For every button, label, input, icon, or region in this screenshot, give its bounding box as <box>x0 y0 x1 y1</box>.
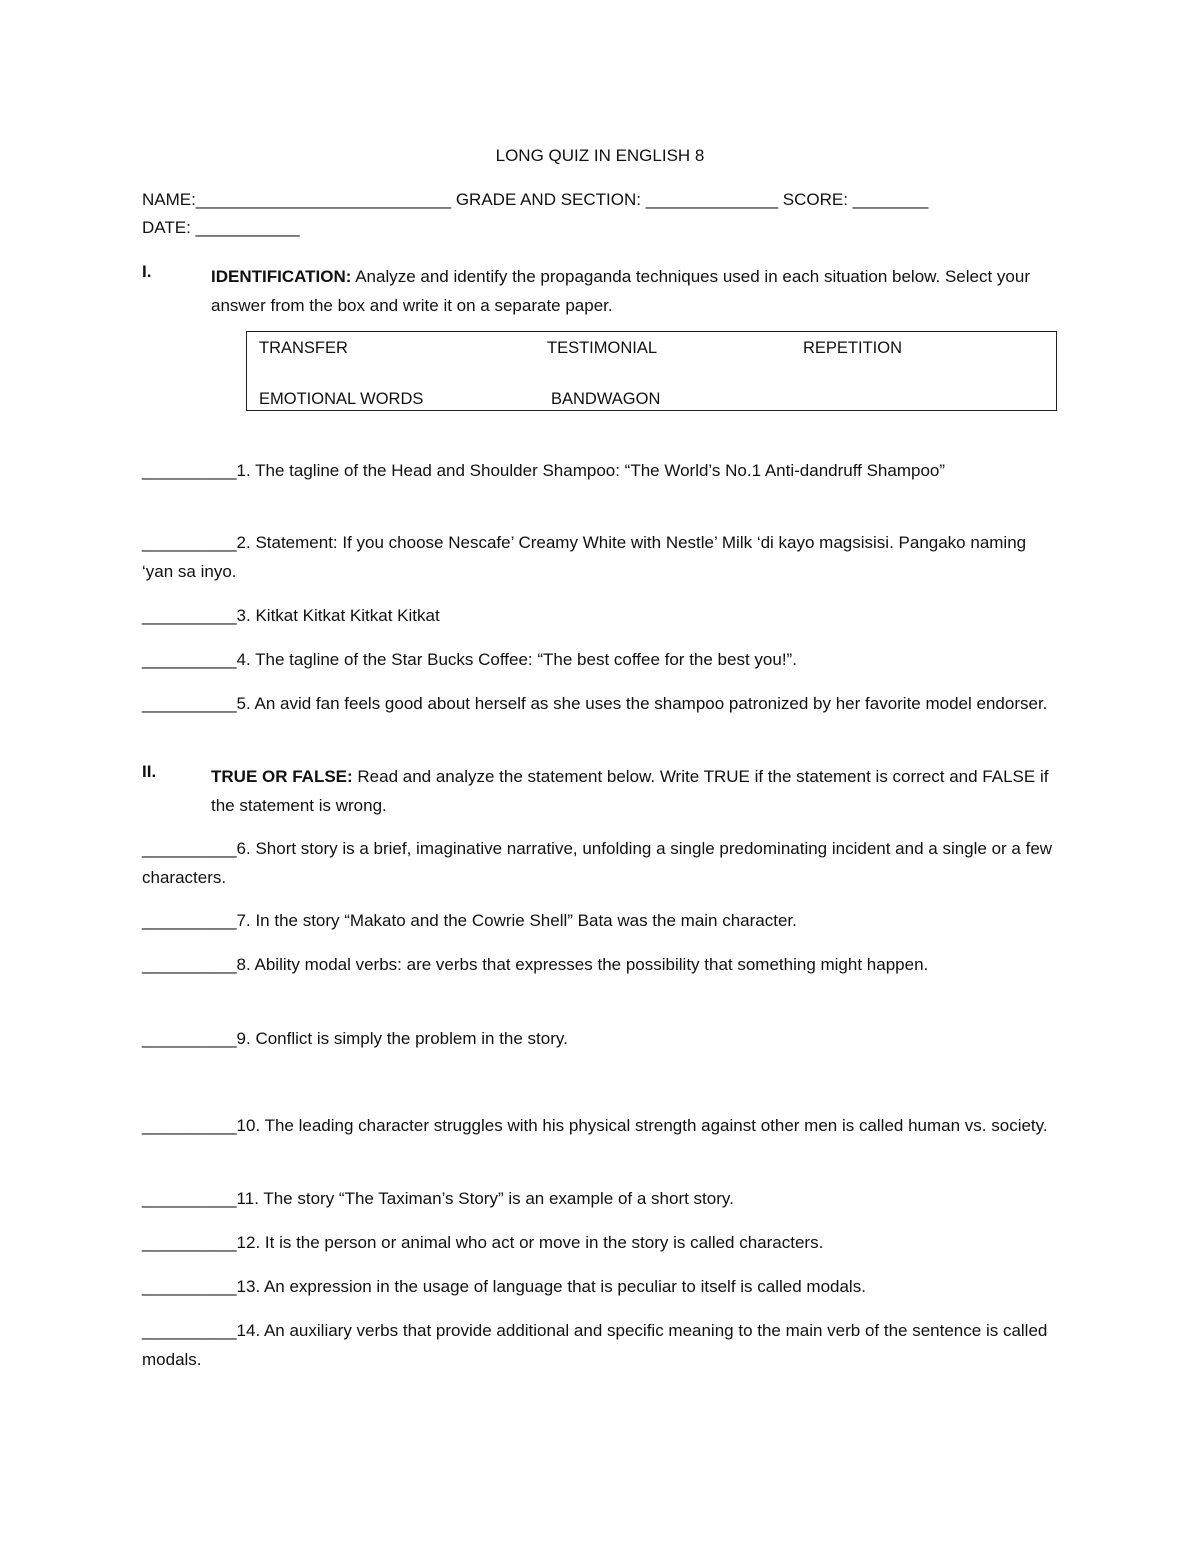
section-number: I. <box>142 262 152 281</box>
date-line: DATE: ___________ <box>142 218 300 237</box>
question-12: __________12. It is the person or animal who act or move in the story is called characters. <box>142 1233 824 1252</box>
question-10: __________10. The leading character struggles with his physical strength against other men is called human vs. society. <box>142 1116 1048 1135</box>
answer-choices-box <box>246 331 1057 411</box>
question-8: __________8. Ability modal verbs: are verbs that expresses the possibility that something might happen. <box>142 955 929 974</box>
page-title: LONG QUIZ IN ENGLISH 8 <box>495 146 705 165</box>
section-heading: IDENTIFICATION: <box>211 267 352 286</box>
choice-testimonial: TESTIMONIAL <box>547 339 658 357</box>
section-instructions <box>211 262 1071 320</box>
question-1: __________1. The tagline of the Head and Shoulder Shampoo: “The World’s No.1 Anti-dandruff Shampoo” <box>142 461 946 480</box>
section-instructions <box>211 762 1071 820</box>
section-heading: TRUE OR FALSE: <box>211 767 353 786</box>
question-3: __________3. Kitkat Kitkat Kitkat Kitkat <box>142 606 440 625</box>
question-7: __________7. In the story “Makato and the Cowrie Shell” Bata was the main character. <box>142 911 797 930</box>
question-14: __________14. An auxiliary verbs that provide additional and specific meaning to the main verb of the sentence is called modals. <box>142 1321 1048 1369</box>
choice-emotional-words: EMOTIONAL WORDS <box>259 390 424 408</box>
question-2: __________2. Statement: If you choose Nescafe’ Creamy White with Nestle’ Milk ‘di kayo magsisisi. Pangako naming ‘yan sa inyo. <box>142 533 1027 581</box>
section-instruction-text: Read and analyze the statement below. Write TRUE if the statement is correct and FALSE if the statement is wrong. <box>211 767 1049 815</box>
question-13: __________13. An expression in the usage of language that is peculiar to itself is called modals. <box>142 1277 866 1296</box>
choice-bandwagon: BANDWAGON <box>551 390 661 408</box>
question-9: __________9. Conflict is simply the problem in the story. <box>142 1029 568 1048</box>
question-11: __________11. The story “The Taximan’s Story” is an example of a short story. <box>142 1189 734 1208</box>
choice-repetition: REPETITION <box>803 339 903 357</box>
section-number: II. <box>142 762 157 781</box>
question-4: __________4. The tagline of the Star Bucks Coffee: “The best coffee for the best you!”. <box>142 650 797 669</box>
choice-transfer: TRANSFER <box>259 339 348 357</box>
question-5: __________5. An avid fan feels good about herself as she uses the shampoo patronized by her favorite model endorser. <box>142 694 1048 713</box>
section-instruction-text: Analyze and identify the propaganda techniques used in each situation below. Select your answer from the box and write it on a separate paper. <box>211 267 1030 315</box>
question-6: __________6. Short story is a brief, imaginative narrative, unfolding a single predominating incident and a single or a few characters. <box>142 839 1053 887</box>
name-grade-score-line: NAME:___________________________ GRADE AND SECTION: ______________ SCORE: ________ <box>142 190 929 209</box>
